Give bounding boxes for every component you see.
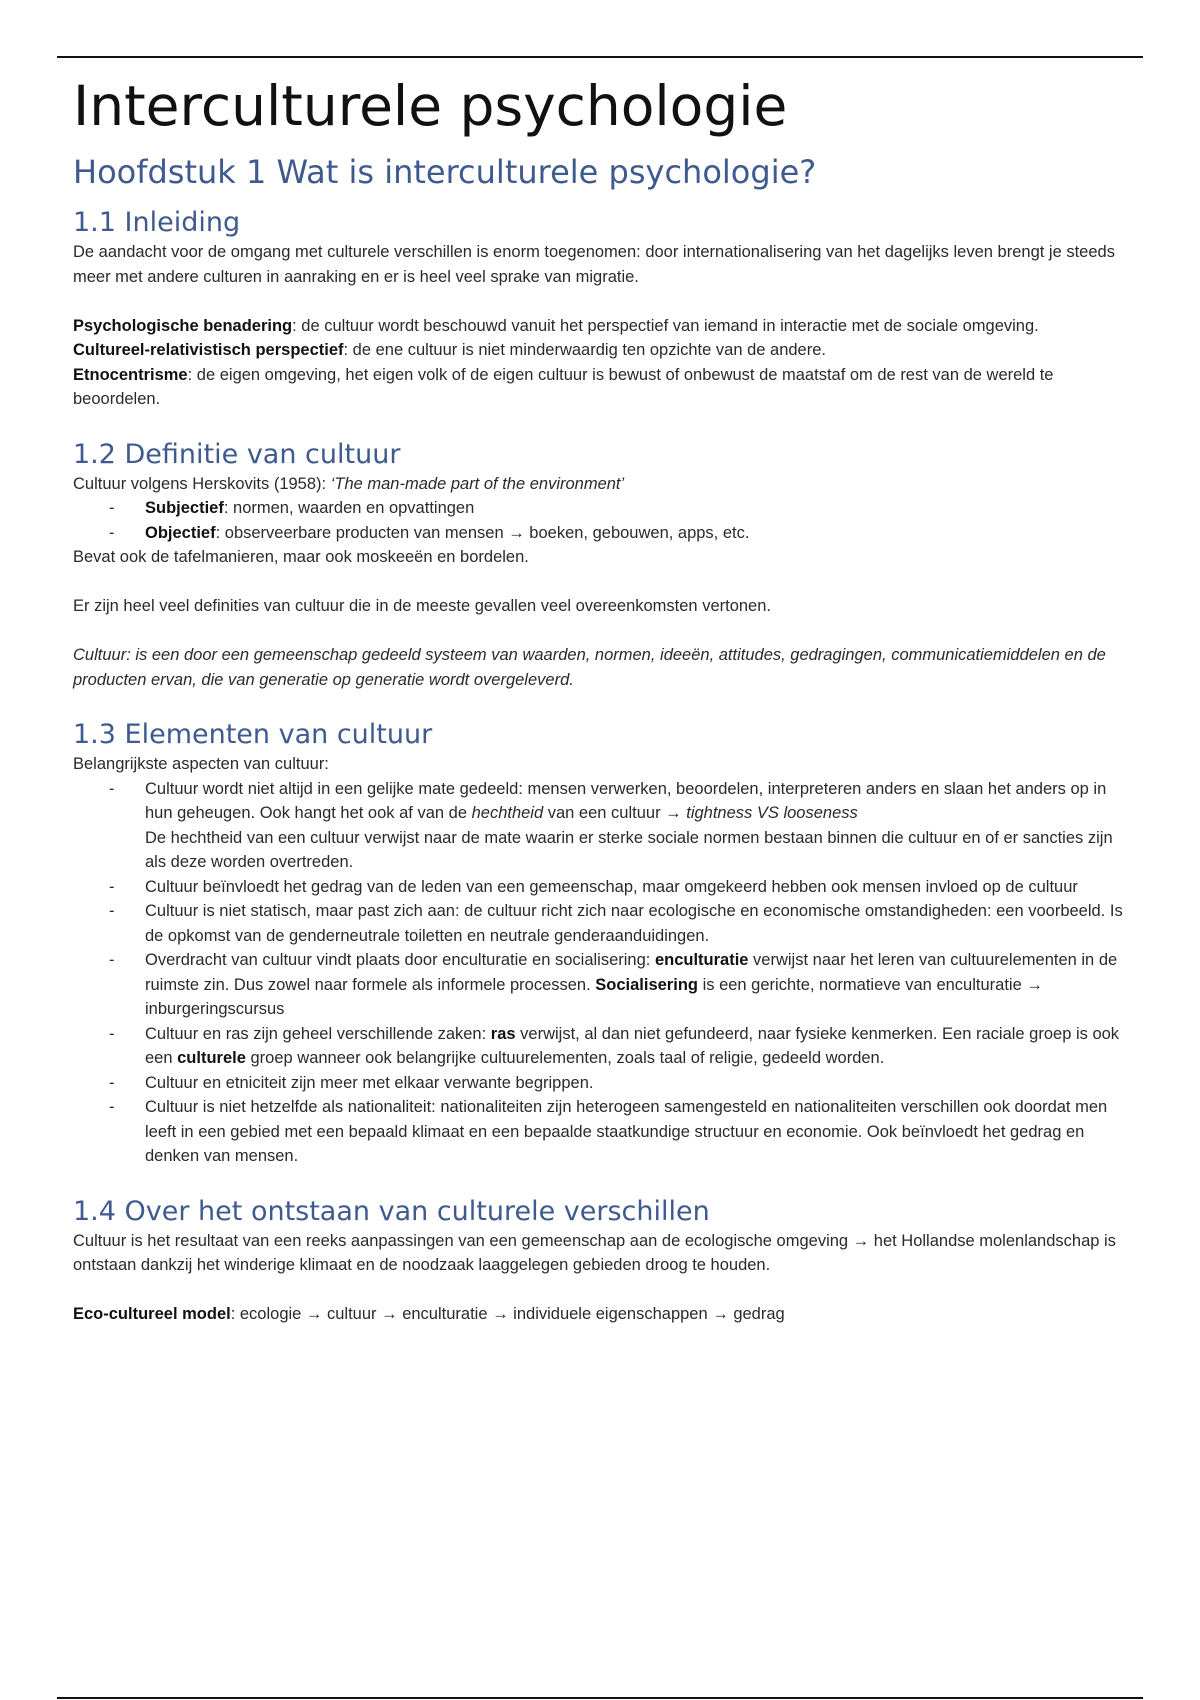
- section-heading-1-3: 1.3 Elementen van cultuur: [73, 719, 433, 750]
- inleiding-paragraph: De aandacht voor de omgang met culturele verschillen is enorm toegenomen: door internationalisering van het dagelijks leven brengt je steeds meer met andere culturen in aanraking en er is heel veel sprake van migratie.: [73, 243, 1115, 286]
- list-item: - Objectief: observeerbare producten van mensen → boeken, gebouwen, apps, etc.: [73, 521, 1133, 546]
- chapter-heading: Hoofdstuk 1 Wat is interculturele psychologie?: [73, 153, 817, 191]
- examples-line: Bevat ook de tafelmanieren, maar ook moskeeën en bordelen.: [73, 548, 529, 566]
- bottom-rule: [57, 1697, 1143, 1699]
- section-heading-1-4: 1.4 Over het ontstaan van culturele verschillen: [73, 1195, 710, 1227]
- aspects-lead: Belangrijkste aspecten van cultuur:: [73, 755, 329, 773]
- document-page: [73, 64, 1133, 1327]
- list-item: - Subjectief: normen, waarden en opvattingen: [73, 496, 1133, 521]
- aspects-list: [73, 777, 1133, 1169]
- list-item: - Cultuur beïnvloedt het gedrag van de leden van een gemeenschap, maar omgekeerd hebben ook mensen invloed op de cultuur: [73, 875, 1133, 900]
- ontstaan-paragraph: Cultuur is het resultaat van een reeks aanpassingen van een gemeenschap aan de ecologische omgeving → het Hollandse molenlandschap is ontstaan dankzij het winderige klimaat en de noodzaak laaggelegen gebieden droog te houden.: [73, 1231, 1116, 1274]
- section-heading-1-2: 1.2 Definitie van cultuur: [73, 438, 401, 470]
- document-title: Interculturele psychologie: [73, 74, 788, 138]
- list-item: - Cultuur en ras zijn geheel verschillende zaken: ras verwijst, al dan niet gefundeerd, naar fysieke kenmerken. Een raciale groep is ook een culturele groep wanneer ook belangrijke cultuurelementen, zoals taal of religie, gedeeld worden.: [73, 1022, 1133, 1071]
- herskovits-line: Cultuur volgens Herskovits (1958): ‘The man-made part of the environment’: [73, 474, 625, 493]
- definition-psychologische-benadering: Psychologische benadering: de cultuur wordt beschouwd vanuit het perspectief van iemand in interactie met de sociale omgeving.: [73, 316, 1039, 335]
- definition-etnocentrisme: Etnocentrisme: de eigen omgeving, het eigen volk of de eigen cultuur is bewust of onbewust de maatstaf om de rest van de wereld te beoordelen.: [73, 365, 1054, 408]
- definition-cultureel-relativistisch: Cultureel-relativistisch perspectief: de ene cultuur is niet minderwaardig ten opzichte van de andere.: [73, 341, 826, 359]
- list-item: - Cultuur wordt niet altijd in een gelijke mate gedeeld: mensen verwerken, beoordelen, interpreteren anders en slaan het anders op in hun geheugen. Ook hangt het ook af van de hechtheid van een cultuur → tightness VS looseness De hechtheid van een cultuur verwijst naar de mate waarin er sterke sociale normen bestaan binnen die cultuur en of er sancties zijn als deze worden overtreden.: [73, 777, 1133, 875]
- list-item: - Cultuur en etniciteit zijn meer met elkaar verwante begrippen.: [73, 1071, 1133, 1096]
- section-heading-1-1: 1.1 Inleiding: [73, 207, 241, 238]
- culture-definition: Cultuur: is een door een gemeenschap gedeeld systeem van waarden, normen, ideeën, attitudes, gedragingen, communicatiemiddelen en de producten ervan, die van generatie op generatie wordt overgeleverd.: [73, 646, 1106, 689]
- eco-cultureel-model: Eco-cultureel model: ecologie → cultuur → enculturatie → individuele eigenschappen → gedrag: [73, 1305, 785, 1323]
- culture-types-list: [73, 496, 1133, 545]
- definitions-paragraph: Er zijn heel veel definities van cultuur die in de meeste gevallen veel overeenkomsten vertonen.: [73, 597, 771, 615]
- list-item: - Overdracht van cultuur vindt plaats door enculturatie en socialisering: enculturatie verwijst naar het leren van cultuurelementen in de ruimste zin. Dus zowel naar formele als informele processen. Socialisering is een gerichte, normatieve van enculturatie → inburgeringscursus: [73, 948, 1133, 1022]
- top-rule: [57, 56, 1143, 58]
- list-item: - Cultuur is niet statisch, maar past zich aan: de cultuur richt zich naar ecologische en economische omstandigheden: een voorbeeld. Is de opkomst van de genderneutrale toiletten en neutrale genderaanduidingen.: [73, 899, 1133, 948]
- list-item: - Cultuur is niet hetzelfde als nationaliteit: nationaliteiten zijn heterogeen samengesteld en nationaliteiten verschillen ook doordat men leeft in een gebied met een bepaald klimaat en een bepaalde staatkundige structuur en economie. Ook beïnvloedt het gedrag en denken van mensen.: [73, 1095, 1133, 1169]
